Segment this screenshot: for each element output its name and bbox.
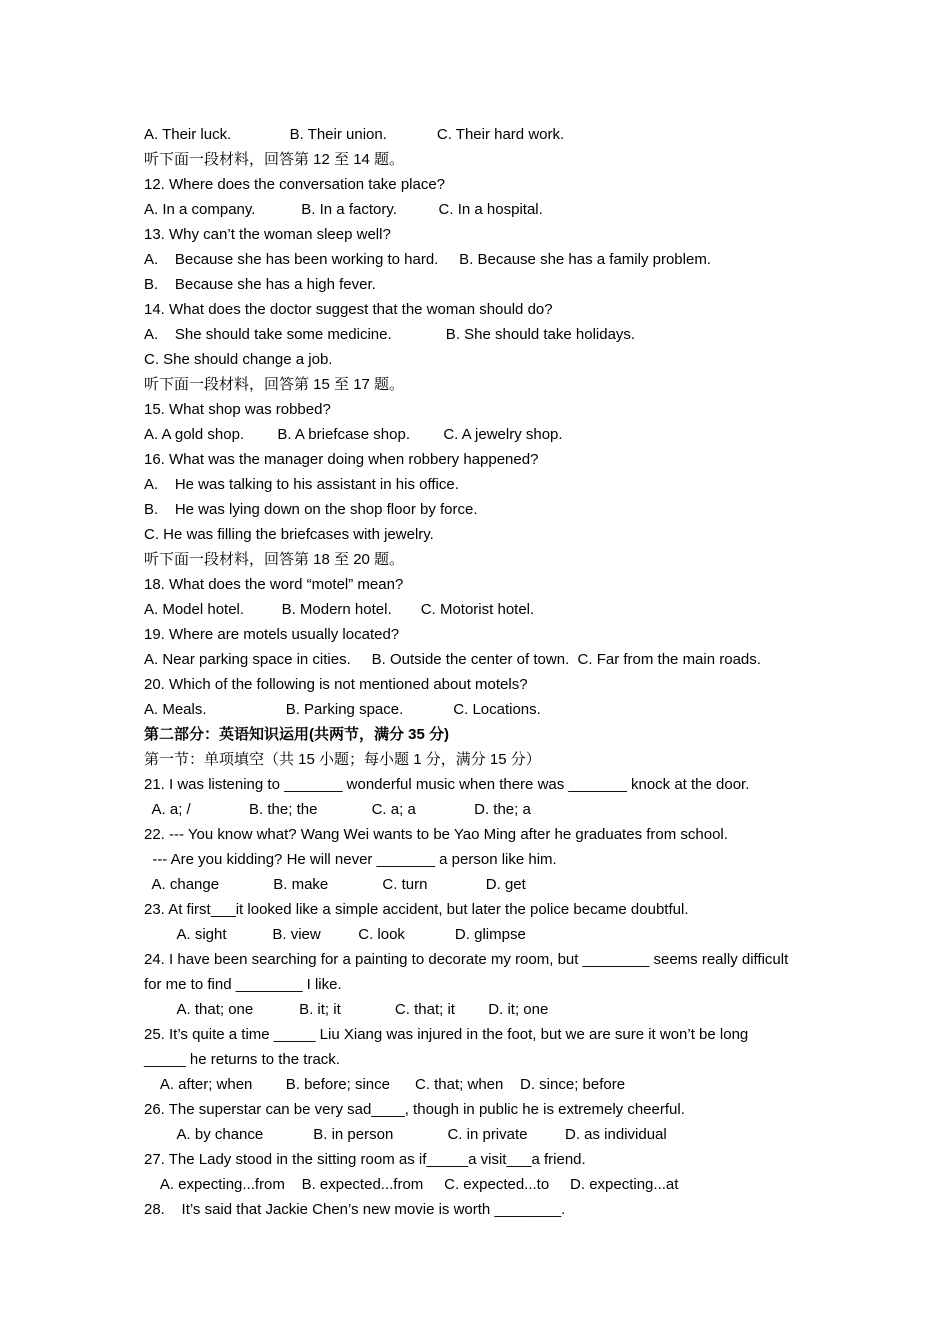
q25-options: A. after; when B. before; since C. that; when D. since; before (144, 1076, 626, 1093)
question-20: 20. Which of the following is not mentioned about motels? (144, 676, 528, 693)
question-19: 19. Where are motels usually located? (144, 626, 400, 643)
question-25-line2: _____ he returns to the track. (144, 1051, 340, 1068)
question-16: 16. What was the manager doing when robbery happened? (144, 451, 539, 468)
q21-options: A. a; / B. the; the C. a; a D. the; a (144, 801, 531, 818)
question-25-line1: 25. It’s quite a time _____ Liu Xiang was injured in the foot, but we are sure it won’t be long (144, 1026, 749, 1043)
q12-options: A. In a company. B. In a factory. C. In a hospital. (144, 201, 543, 218)
question-22-line2: --- Are you kidding? He will never _______ a person like him. (144, 851, 557, 868)
question-21: 21. I was listening to _______ wonderful music when there was _______ knock at the door. (144, 776, 750, 793)
q16-option-b: B. He was lying down on the shop floor by force. (144, 501, 478, 518)
q27-options: A. expecting...from B. expected...from C. expected...to D. expecting...at (144, 1176, 679, 1193)
question-13: 13. Why can’t the woman sleep well? (144, 226, 391, 243)
listening-instruction-12-14: 听下面一段材料，回答第 12 至 14 题。 (144, 151, 405, 168)
question-27: 27. The Lady stood in the sitting room as if_____a visit___a friend. (144, 1151, 586, 1168)
question-24-line2: for me to find ________ I like. (144, 976, 342, 993)
question-26: 26. The superstar can be very sad____, though in public he is extremely cheerful. (144, 1101, 685, 1118)
listening-instruction-18-20: 听下面一段材料，回答第 18 至 20 题。 (144, 551, 405, 568)
q15-options: A. A gold shop. B. A briefcase shop. C. A jewelry shop. (144, 426, 563, 443)
q11-options: A. Their luck. B. Their union. C. Their hard work. (144, 126, 565, 143)
question-24-line1: 24. I have been searching for a painting to decorate my room, but ________ seems really difficult (144, 951, 789, 968)
part-two-heading: 第二部分：英语知识运用(共两节，满分 35 分) (144, 726, 450, 743)
q26-options: A. by chance B. in person C. in private D. as individual (144, 1126, 667, 1143)
question-18: 18. What does the word “motel” mean? (144, 576, 404, 593)
q23-options: A. sight B. view C. look D. glimpse (144, 926, 526, 943)
q14-option-c: C. She should change a job. (144, 351, 333, 368)
listening-instruction-15-17: 听下面一段材料，回答第 15 至 17 题。 (144, 376, 405, 393)
q20-options: A. Meals. B. Parking space. C. Locations. (144, 701, 541, 718)
question-22-line1: 22. --- You know what? Wang Wei wants to be Yao Ming after he graduates from school. (144, 826, 728, 843)
q18-options: A. Model hotel. B. Modern hotel. C. Motorist hotel. (144, 601, 535, 618)
q24-options: A. that; one B. it; it C. that; it D. it; one (144, 1001, 549, 1018)
q14-options-ab: A. She should take some medicine. B. She should take holidays. (144, 326, 636, 343)
q13-options-ab: A. Because she has been working to hard. B. Because she has a family problem. (144, 251, 711, 268)
q22-options: A. change B. make C. turn D. get (144, 876, 526, 893)
question-28: 28. It’s said that Jackie Chen’s new movie is worth ________. (144, 1201, 566, 1218)
question-15: 15. What shop was robbed? (144, 401, 331, 418)
q13-option-c: B. Because she has a high fever. (144, 276, 376, 293)
q16-option-c: C. He was filling the briefcases with jewelry. (144, 526, 434, 543)
q16-option-a: A. He was talking to his assistant in his office. (144, 476, 459, 493)
section-one-heading: 第一节：单项填空（共 15 小题；每小题 1 分，满分 15 分） (144, 751, 541, 768)
question-23: 23. At first___it looked like a simple accident, but later the police became doubtful. (144, 901, 689, 918)
question-14: 14. What does the doctor suggest that the woman should do? (144, 301, 553, 318)
question-12: 12. Where does the conversation take place? (144, 176, 446, 193)
q19-options: A. Near parking space in cities. B. Outside the center of town. C. Far from the main roads. (144, 651, 761, 668)
